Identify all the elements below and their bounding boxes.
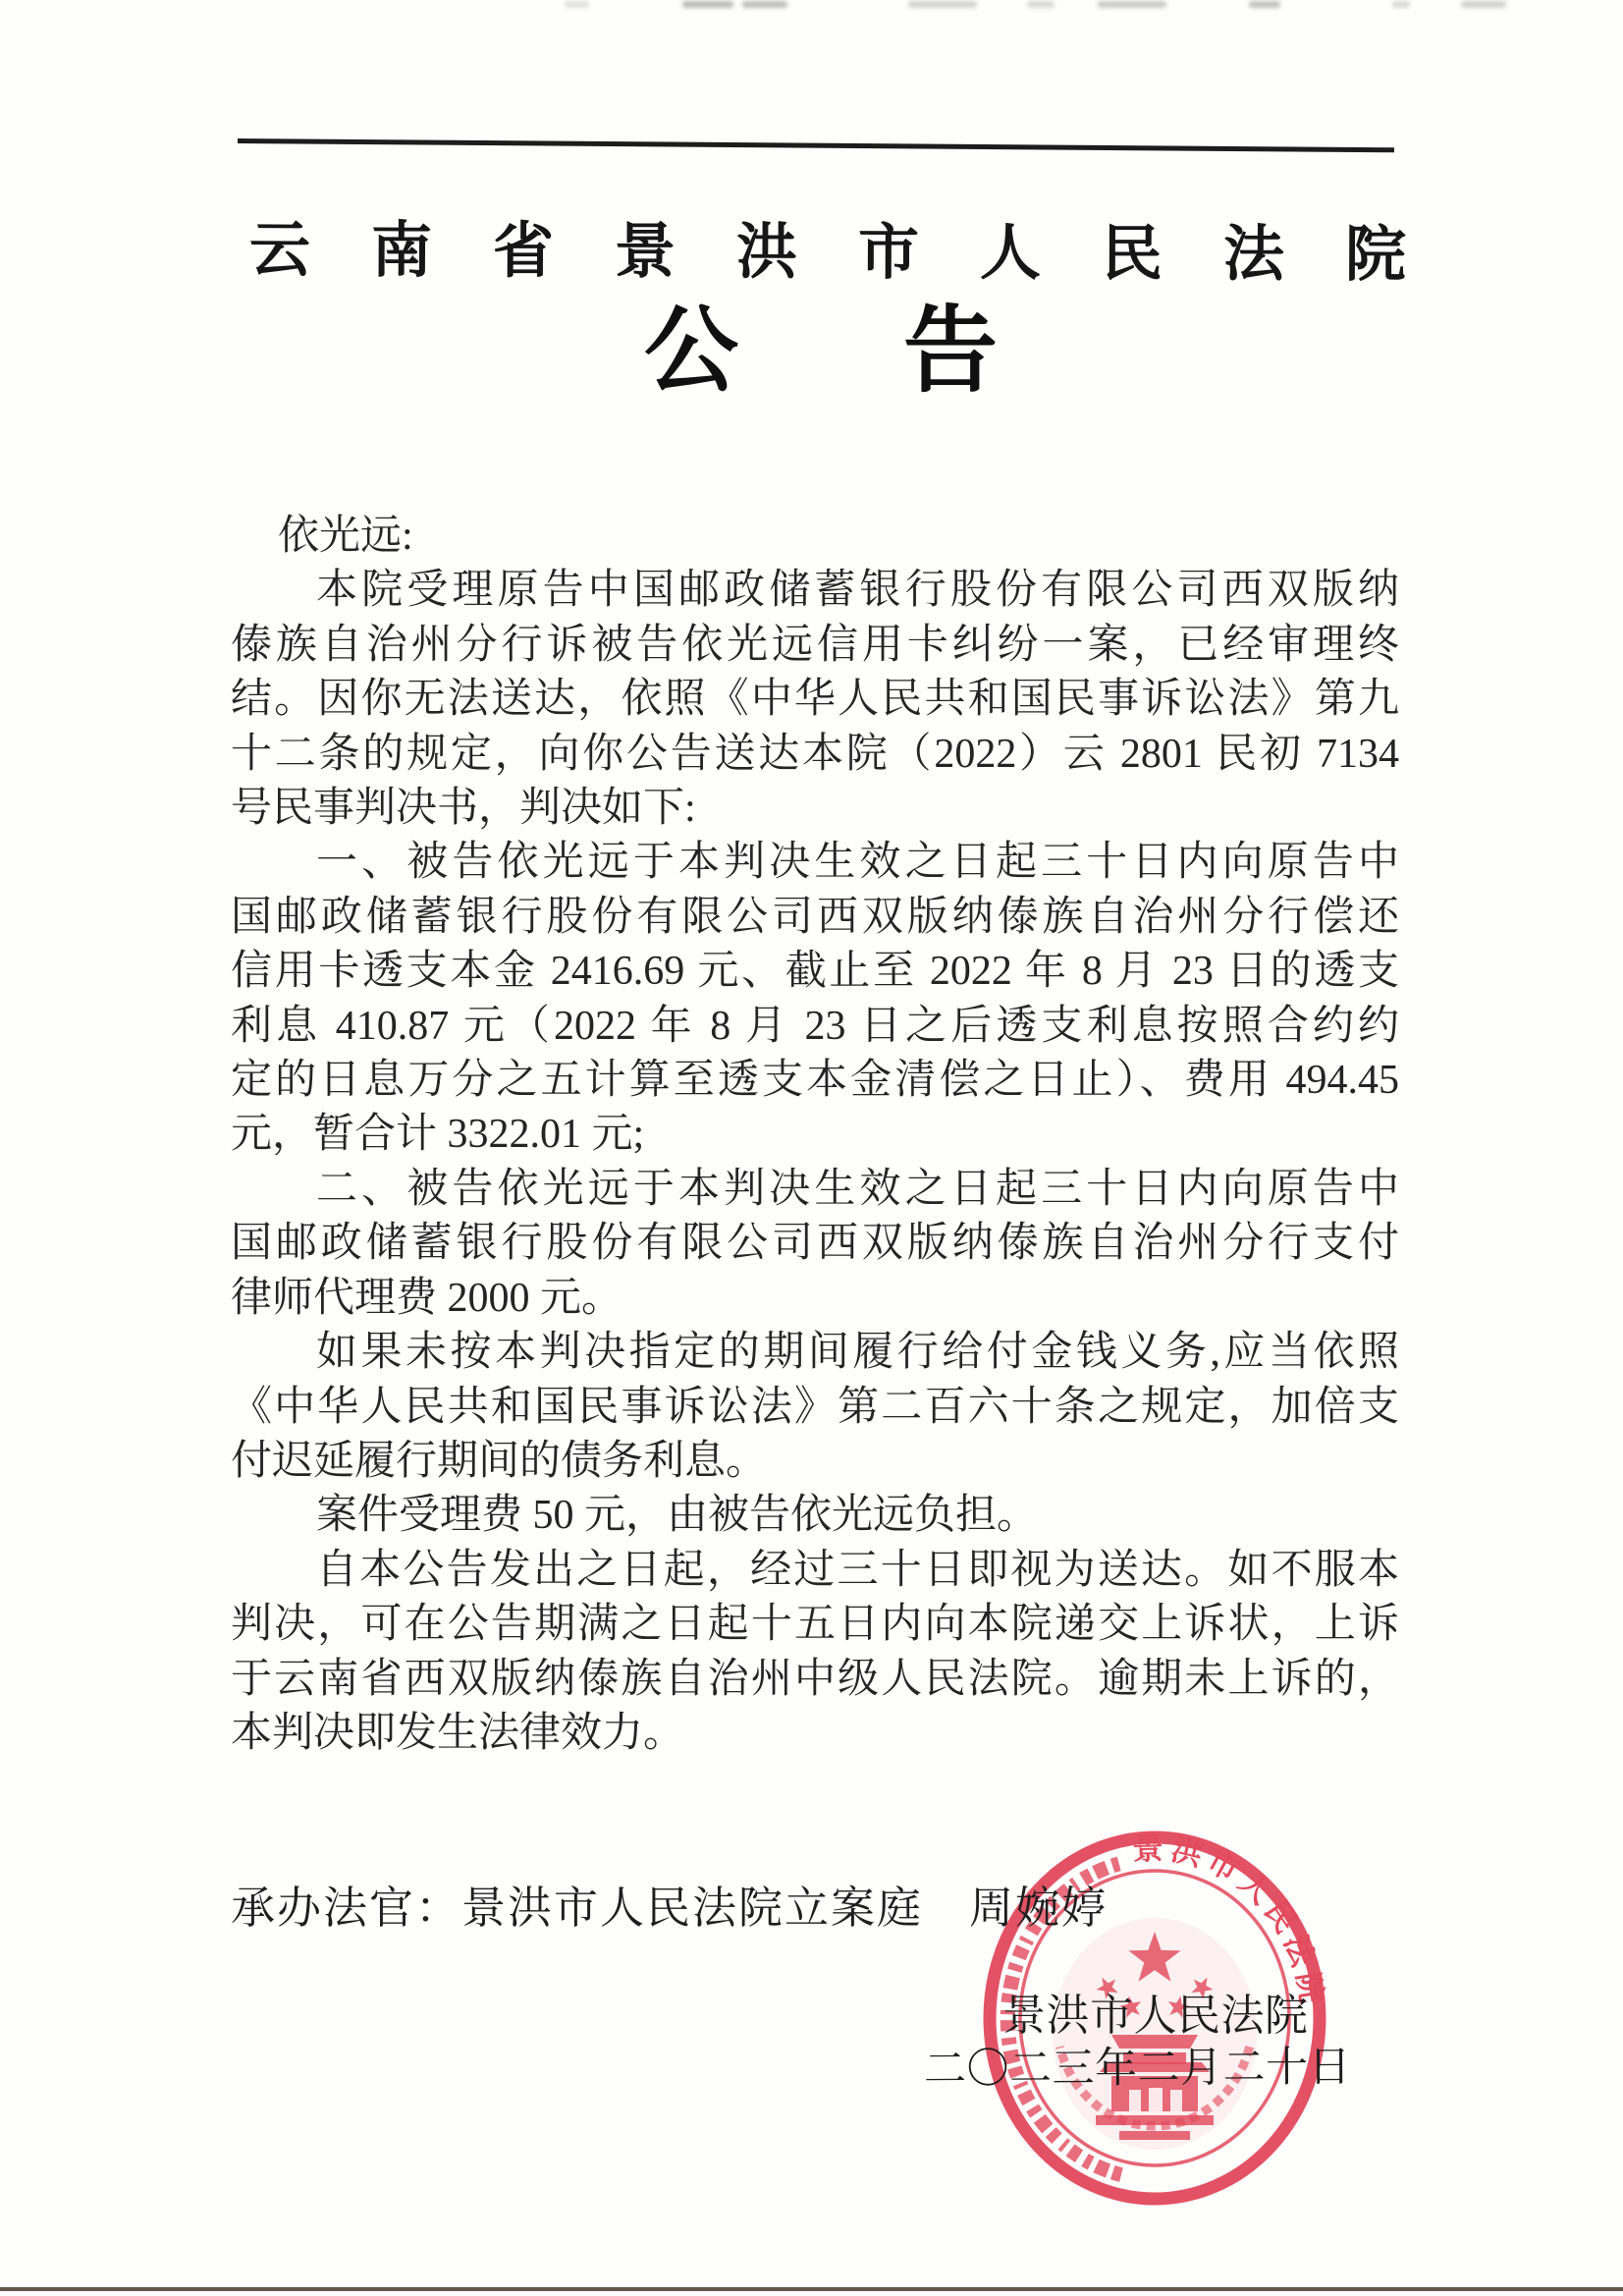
footer-divider-line [0, 2287, 1623, 2291]
body-line: 付迟延履行期间的债务利息。 [231, 1438, 768, 1484]
seal-court-name-text: 景洪市人民法院 [1002, 1992, 1309, 2040]
notice-heading-char: 公 [644, 299, 738, 404]
body-line: 国邮政储蓄银行股份有限公司西双版纳傣族自治州分行支付 [231, 1221, 1399, 1267]
body-line: 号民事判决书，判决如下: [231, 786, 696, 832]
notice-heading-char: 告 [903, 299, 998, 404]
salutation: 依光远: [278, 514, 413, 559]
court-name-heading: 云南省景洪市人民法院 [248, 217, 1468, 290]
seal-arc-text: 景洪市人民法院 [1132, 1831, 1330, 2011]
notice-body [231, 510, 1399, 1761]
body-line: 本院受理原告中国邮政储蓄银行股份有限公司西双版纳 [316, 568, 1399, 614]
body-line: 本判决即发生法律效力。 [231, 1710, 685, 1756]
notice-heading [644, 299, 998, 404]
body-line: 十二条的规定，向你公告送达本院（2022）云 2801 民初 7134 [231, 731, 1399, 777]
body-line: 律师代理费 2000 元。 [231, 1275, 623, 1321]
body-line: 信用卡透支本金 2416.69 元、截止至 2022 年 8 月 23 日的透支 [231, 949, 1399, 995]
body-line: 国邮政储蓄银行股份有限公司西双版纳傣族自治州分行偿还 [231, 894, 1399, 940]
body-line: 元，暂合计 3322.01 元; [231, 1112, 645, 1158]
body-line: 自本公告发出之日起，经过三十日即视为送达。如不服本 [316, 1547, 1399, 1593]
body-line: 利息 410.87 元（2022 年 8 月 23 日之后透支利息按照合约约 [231, 1003, 1399, 1049]
body-line: 一、被告依光远于本判决生效之日起三十日内向原告中 [316, 840, 1399, 886]
header-divider-line [238, 138, 1394, 152]
body-line: 《中华人民共和国民事诉讼法》第二百六十条之规定，加倍支 [231, 1384, 1399, 1430]
body-line: 二、被告依光远于本判决生效之日起三十日内向原告中 [316, 1166, 1399, 1212]
body-line: 于云南省西双版纳傣族自治州中级人民法院。逾期未上诉的， [231, 1656, 1399, 1702]
body-line: 定的日息万分之五计算至透支本金清偿之日止）、费用 494.45 [231, 1058, 1399, 1104]
seal-date-text: 二〇二三年二月二十日 [923, 2044, 1352, 2094]
body-line: 判决，可在公告期满之日起十五日内向本院递交上诉状，上诉 [231, 1602, 1399, 1648]
body-line: 结。因你无法送达，依照《中华人民共和国民事诉讼法》第九 [231, 677, 1399, 723]
body-line: 如果未按本判决指定的期间履行给付金钱义务,应当依照 [316, 1330, 1399, 1376]
body-line: 傣族自治州分行诉被告依光远信用卡纠纷一案，已经审理终 [231, 622, 1399, 668]
emblem-gate-base [1119, 2131, 1190, 2140]
presiding-judge-line: 承办法官：景洪市人民法院立案庭 周婉婷 [231, 1884, 1109, 1933]
body-line: 案件受理费 50 元，由被告依光远负担。 [316, 1493, 1039, 1539]
